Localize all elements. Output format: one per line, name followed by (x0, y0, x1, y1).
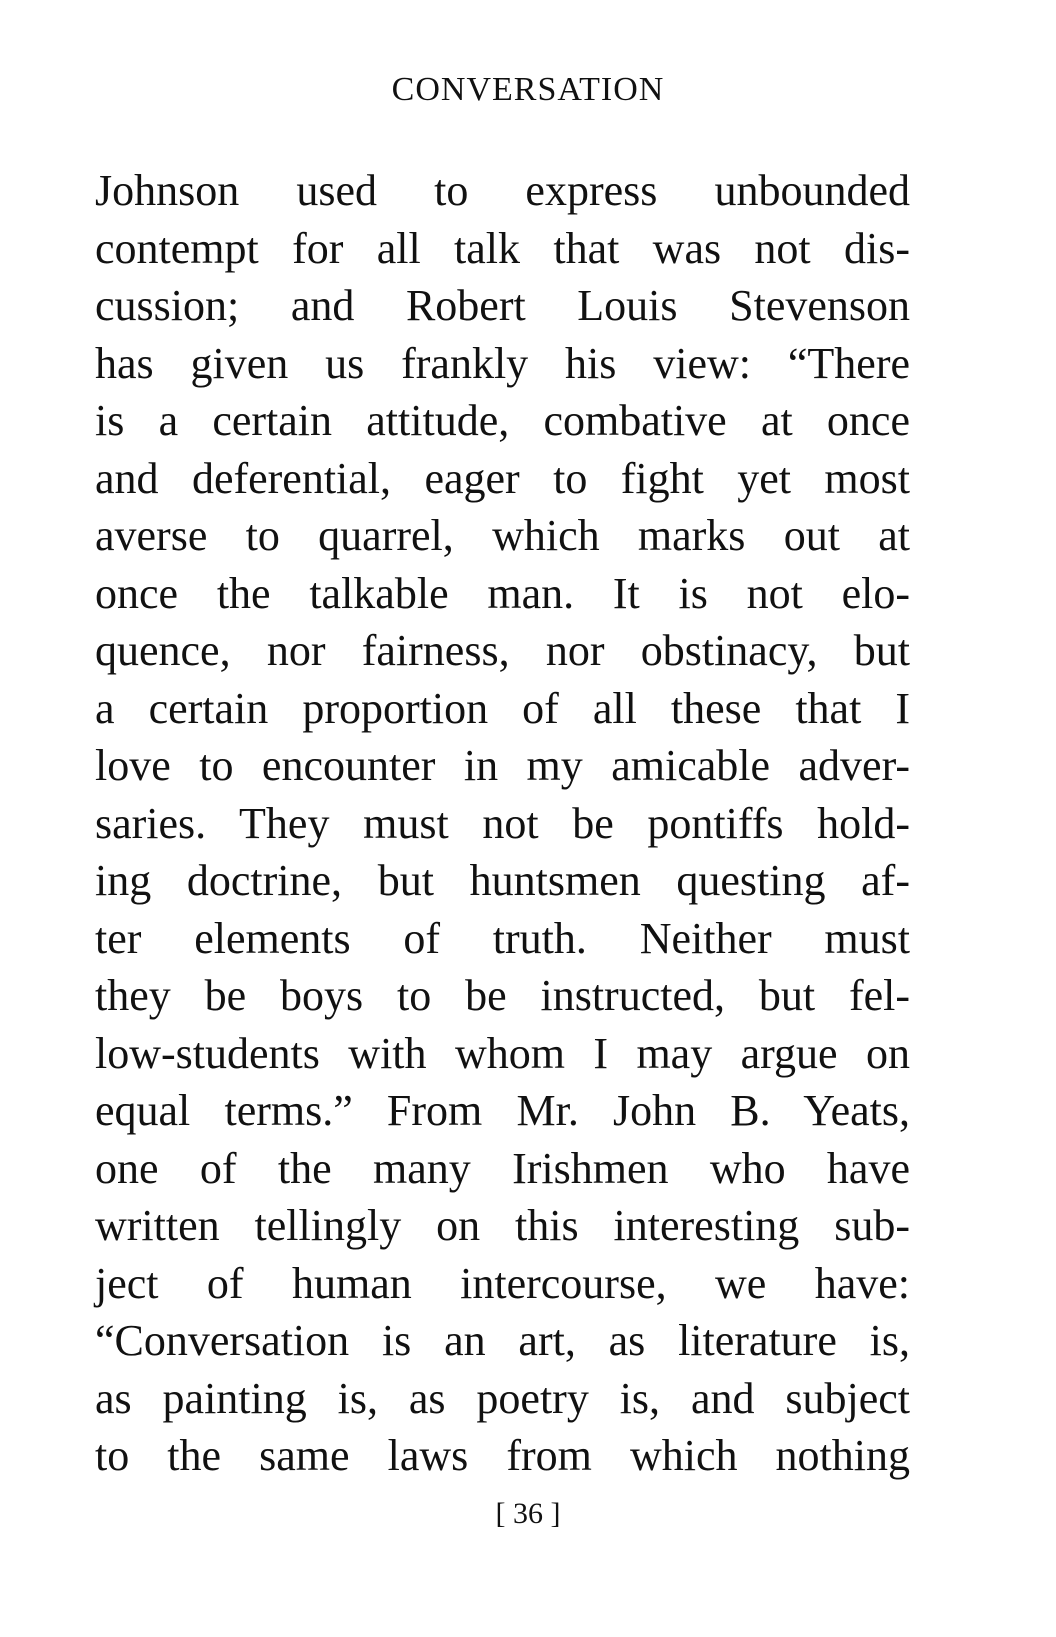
text-line: ter elements of truth. Neither must (95, 913, 910, 963)
text-line: once the talkable man. It is not elo- (95, 568, 910, 618)
text-line: quence, nor fairness, nor obstinacy, but (95, 626, 910, 675)
text-line: and deferential, eager to fight yet most (95, 453, 910, 503)
text-line: to the same laws from which nothing (95, 1431, 910, 1480)
text-line: low-students with whom I may argue on (95, 1028, 910, 1078)
text-line: is a certain attitude, combative at once (95, 396, 910, 445)
text-line: has given us frankly his view: “There (95, 338, 910, 388)
text-line: “Conversation is an art, as literature is, (95, 1316, 910, 1365)
text-line: ing doctrine, but huntsmen questing af- (95, 856, 910, 905)
text-line: equal terms.” From Mr. John B. Yeats, (95, 1086, 910, 1135)
text-line: averse to quarrel, which marks out at (95, 511, 910, 560)
text-line: one of the many Irishmen who have (95, 1143, 910, 1193)
text-line: cussion; and Robert Louis Stevenson (95, 281, 910, 330)
text-line: saries. They must not be pontiffs hold- (95, 798, 910, 848)
text-line: written tellingly on this interesting sub- (95, 1201, 910, 1250)
text-line: Johnson used to express unbounded (95, 166, 910, 215)
text-line: ject of human intercourse, we have: (95, 1258, 910, 1308)
page-number: [ 36 ] (495, 1497, 561, 1530)
text-line: as painting is, as poetry is, and subject (95, 1373, 910, 1423)
text-line: a certain proportion of all these that I (95, 683, 910, 733)
text-line: they be boys to be instructed, but fel- (95, 971, 910, 1020)
running-head: CONVERSATION (391, 71, 665, 108)
text-line: contempt for all talk that was not dis- (95, 223, 910, 273)
body-text (95, 162, 910, 1485)
text-line: love to encounter in my amicable adver- (95, 741, 910, 790)
